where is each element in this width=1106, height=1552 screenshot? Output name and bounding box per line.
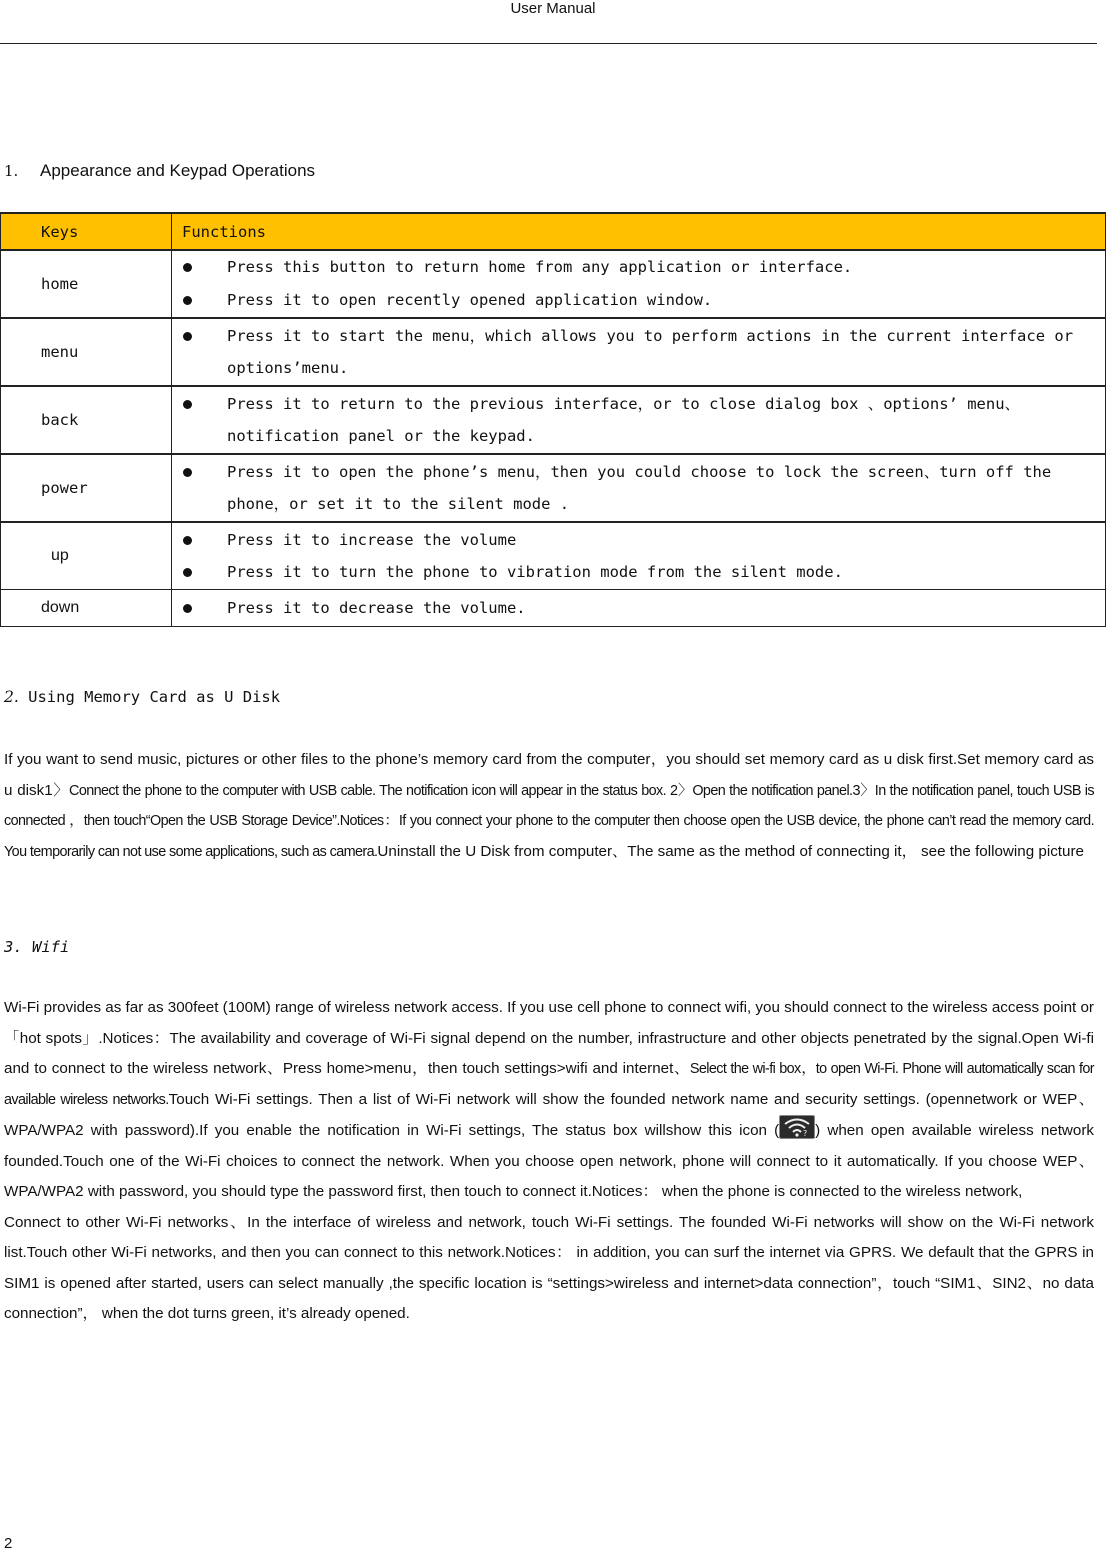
key-menu: menu — [1, 318, 172, 386]
section2-paragraph — [4, 745, 1094, 867]
header-keys: Keys — [1, 213, 172, 250]
function-cell — [172, 318, 1106, 386]
section1-number: 1. — [4, 162, 19, 180]
function-item: Press it to turn the phone to vibration mode from the silent mode. — [182, 556, 1105, 588]
table-row — [1, 250, 1106, 318]
table-row — [1, 590, 1106, 627]
function-cell — [172, 250, 1106, 318]
section3-heading — [4, 938, 69, 956]
function-item: Press it to start the menu，which allows you to perform actions in the current interface or options’menu. — [182, 320, 1105, 384]
function-item: Press it to open the phone’s menu，then you could choose to lock the screen、turn off the phone，or set it to the silent mode . — [182, 456, 1105, 520]
section1-heading — [4, 159, 315, 183]
table-row — [1, 454, 1106, 522]
wifi-status-icon — [779, 1115, 815, 1139]
section3-paragraph — [4, 993, 1094, 1330]
section3-text-2: Select the wi-fi box，to open Wi-Fi. Phone will automatically scan for available wireless networks. — [4, 1061, 1094, 1108]
table-header-row — [1, 213, 1106, 250]
page-header-title: User Manual — [510, 0, 596, 17]
section2-text-3: Uninstall the U Disk from computer、The same as the method of connecting it， see the following picture — [377, 842, 1084, 860]
page-number: 2 — [4, 1535, 13, 1552]
table-row — [1, 386, 1106, 454]
section2-heading — [4, 688, 280, 706]
key-power: power — [1, 454, 172, 522]
function-item: Press this button to return home from any application or interface. — [182, 251, 1105, 284]
table-row — [1, 318, 1106, 386]
section2-text-1: If you want to send music, pictures or other files to the phone’s memory card from the computer，you should set memory card as u disk first.Set memory card as u disk1〉 — [4, 751, 1094, 799]
function-item: Press it to return to the previous interface，or to close dialog box 、options’ menu、notification panel or the keypad. — [182, 388, 1105, 452]
section3-number: 3. — [4, 938, 23, 956]
function-item: Press it to open recently opened application window. — [182, 284, 1105, 317]
table-row — [1, 522, 1106, 590]
key-up: up — [1, 522, 172, 590]
key-back: back — [1, 386, 172, 454]
header-rule — [0, 43, 1097, 44]
section3-text-4: ) when open available wireless network founded.Touch one of the Wi-Fi choices to connect the network. When you choose open network, phone will connect to it automatically. If you choose WEP、WPA/WPA2 with password, you should type the password first, then touch to connect it.Notices： when the phone is connected to the wireless network, — [4, 1122, 1095, 1200]
function-cell — [172, 590, 1106, 627]
section2-number: 2. — [4, 688, 19, 706]
function-item: Press it to decrease the volume. — [182, 592, 1105, 625]
section3-title: Wifi — [32, 938, 70, 956]
section1-title: Appearance and Keypad Operations — [40, 161, 316, 180]
function-cell — [172, 386, 1106, 454]
function-cell — [172, 522, 1106, 590]
keypad-table — [0, 212, 1106, 627]
svg-text:?: ? — [803, 1129, 808, 1137]
key-down: down — [1, 590, 172, 627]
section2-title: Using Memory Card as U Disk — [28, 688, 281, 706]
function-cell — [172, 454, 1106, 522]
section3-text-3: Touch Wi-Fi settings. Then a list of Wi-Fi network will show the founded network name and security settings. (opennetwork or WEP、WPA/WPA2 with password).If you enable the notification in Wi-Fi settings, The status box willshow this icon ( — [4, 1090, 1094, 1139]
section3-text-5: Connect to other Wi-Fi networks、In the interface of wireless and network, touch Wi-Fi settings. The founded Wi-Fi networks will show on the Wi-Fi network list.Touch other Wi-Fi networks, and then you can connect to this network.Notices： in addition, you can surf the internet via GPRS. We default that the GPRS in SIM1 is opened after started, users can select manually ,the specific location is “settings>wireless and internet>data connection”，touch “SIM1、SIN2、no data connection”， when the dot turns green, it’s already opened. — [4, 1213, 1094, 1322]
function-item: Press it to increase the volume — [182, 524, 1105, 556]
header-functions: Functions — [172, 213, 1106, 250]
key-home: home — [1, 250, 172, 318]
section3-text-1: Wi-Fi provides as far as 300feet (100M) range of wireless network access. If you use cell phone to connect wifi, you should connect to the wireless access point or 「hot spots」.Notices：The availability and coverage of Wi-Fi signal depend on the number, infrastructure and other objects penetrated by the signal.Open Wi-fi and to connect to the wireless network、Press home>menu，then touch settings>wifi and internet、 — [4, 999, 1094, 1077]
section2-text-2: Connect the phone to the computer with USB cable. The notification icon will appear in the status box. 2〉Open the notification panel.3〉In the notification panel, touch USB is connected ，then touch“Open the USB Storage Device”.Notices：If you connect your phone to the computer then choose open the USB device, the phone can’t read the memory card. You temporarily can not use some applications, such as camera. — [4, 782, 1095, 860]
